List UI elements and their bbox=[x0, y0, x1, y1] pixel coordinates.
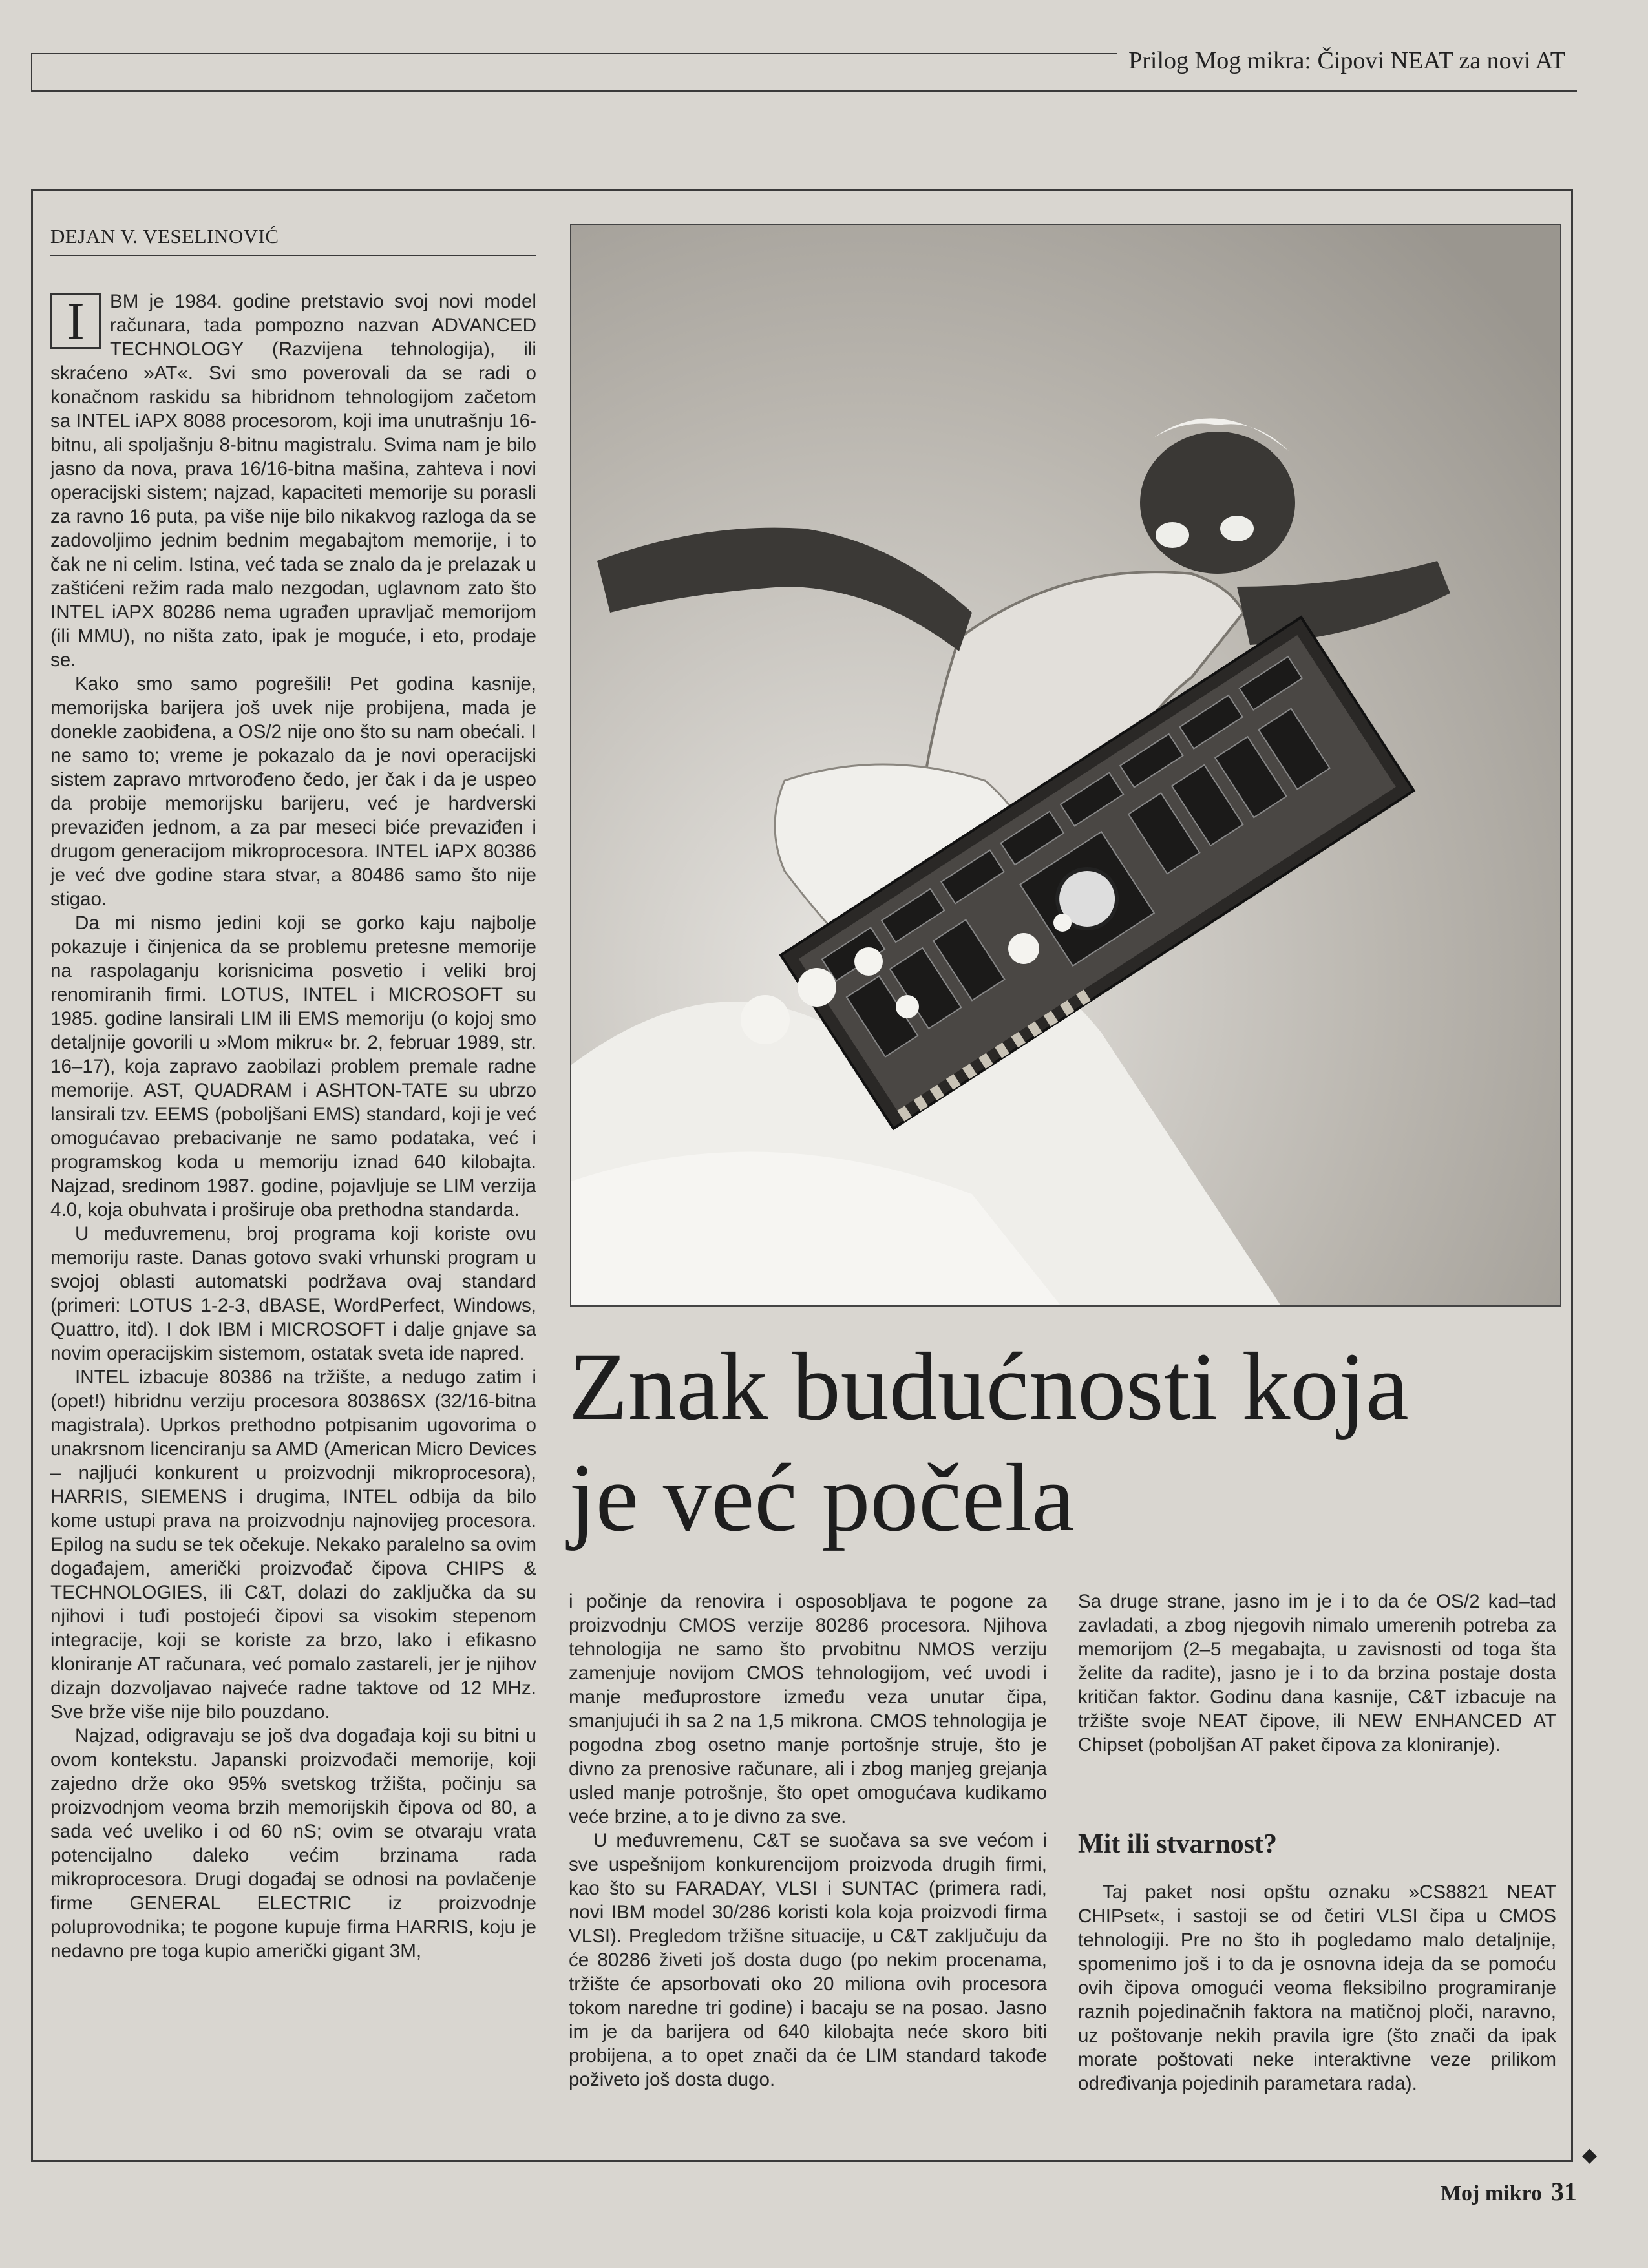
paragraph: Sa druge strane, jasno im je i to da će OS/2 kad–tad zavladati, a zbog njegovih nimalo umerenih potreba za memorijom (2–5 megabajta, u zavisnosti od toga šta želite da radite), jasno je i to da brzina postaje dosta kritičan faktor. Godinu dana kasnije, C&T izbacuje na tržište svoje NEAT čipove, ili NEW ENHANCED AT Chipset (poboljšan AT paket čipova za kloniranje). bbox=[1078, 1591, 1556, 1756]
page-number: 31 bbox=[1551, 2177, 1577, 2206]
end-of-article-marker: ◆ bbox=[1582, 2145, 1598, 2166]
paragraph: Najzad, odigravaju se još dva događaja koji su bitni u ovom kontekstu. Japanski proizvođači memorije, koji zajedno drže oko 95% svetskog tržišta, počinju sa proizvodnjom veoma brzih memorijskih čipova od 80, a sada već uveliko i od 60 nS; ovim se otvaraju vrata potencijalno daleko većim brzinama rada mikroprocesora. Drugi događaj se odnosi na povlačenje firme GENERAL ELECTRIC iz proizvodnje poluprovodnika; te pogone kupuje firma HARRIS, koju je nedavno pre toga kupio američki gigant 3M, bbox=[50, 1725, 536, 1962]
page-footer bbox=[1441, 2176, 1577, 2207]
headline-line-2: je već počela bbox=[569, 1444, 1075, 1551]
paragraph: INTEL izbacuje 80386 na tržište, a nedugo zatim i (opet!) hibridnu verziju procesora 80386SX (32/16-bitna magistrala). Uprkos prethodno potpisanim ugovorima o unakrsnom licenciranju sa AMD (American Micro Devices – najljući konkurent u proizvodnji mikroprocesora), HARRIS, SIEMENS i drugima, INTEL odbija da bilo kome ustupi prava na proizvodnju najnovijeg procesora. Epilog na sudu se tek očekuje. Nekako paralelno sa ovim događajem, američki proizvođač čipova CHIPS & TECHNOLOGIES, ili C&T, dolazi do zaključka da su njihovi i tuđi postojeći čipovi sa visokim stepenom integracije, koji se koriste za brzo, lako i efikasno kloniranje AT računara, već pomalo zastareli, jer je njihov dizajn dozvoljavao najveće radne taktove od 12 MHz. Sve brže više nije bilo pouzdano. bbox=[50, 1367, 536, 1723]
drop-cap: I bbox=[50, 293, 101, 349]
column-1 bbox=[50, 289, 536, 2150]
paragraph: U međuvremenu, broj programa koji koriste ovu memoriju raste. Danas gotovo svaki vrhunski program u svojoj oblasti automatski podržava ovaj standard (primeri: LOTUS 1-2-3, dBASE, WordPerfect, Windows, Quattro, itd). I dok IBM i MICROSOFT i dalje gnjave sa novim operacijskim sistemom, ostatak sveta ide napred. bbox=[50, 1223, 536, 1364]
surfer-circuit-board-photo bbox=[570, 224, 1561, 1307]
headline-line-1: Znak budućnosti koja bbox=[569, 1333, 1409, 1440]
author-byline: DEJAN V. VESELINOVIĆ bbox=[50, 225, 536, 256]
running-header: Prilog Mog mikra: Čipovi NEAT za novi AT bbox=[1117, 47, 1577, 75]
paragraph: I BM je 1984. godine pretstavio svoj novi model računara, tada pompozno nazvan ADVANCED TECHNOLOGY (Razvijena tehnologija), ili skraćeno »AT«. Svi smo poverovali da se radi o konačnom raskidu sa hibridnom tehnologijom začetom sa INTEL iAPX 8088 procesorom, koji ima unutrašnju 16-bitnu, ali spoljašnju 8-bitnu magistralu. Svima nam je bilo jasno da nova, prava 16/16-bitna mašina, zahteva i novi operacijski sistem; najzad, kapaciteti memorije su porasli za ravno 16 puta, pa više nije bilo nikakvog razloga da se zadovoljimo jednim bednim megabajtom memorije, i to čak ne ni celim. Istina, već tada se znalo da je prelazak u zaštićeni režim rada malo nezgodan, uglavnom zato što INTEL iAPX 80286 nema ugrađen upravljač memorijom (ili MMU), no ništa zato, ipak je moguće, i eto, prodaje se. bbox=[50, 291, 536, 671]
column-3-top bbox=[1078, 1590, 1556, 1822]
column-3-bottom bbox=[1078, 1880, 1556, 2139]
paragraph: Kako smo samo pogrešili! Pet godina kasnije, memorijska barijera još uvek nije probijena, mada je donekle zaobiđena, a OS/2 nije ono što su nam obećali. I ne samo to; vreme je pokazalo da je novi operacijski sistem zapravo mrtvorođeno čedo, jer čak i da je uspeo da probije memorijsku barijeru, već je hardverski prevaziđen jednom, a za par meseci biće prevaziđen i drugom generacijom mikroprocesora. INTEL iAPX 80386 je već dve godine stara stvar, a 80486 samo što nije stigao. bbox=[50, 673, 536, 910]
column-2 bbox=[569, 1590, 1047, 2132]
paragraph: Da mi nismo jedini koji se gorko kaju najbolje pokazuje i činjenica da se problemu pretesne memorije na raspolaganju korisnicima posvetio i veliki broj renomiranih firmi. LOTUS, INTEL i MICROSOFT su 1985. godine lansirali LIM ili EMS memoriju (o kojoj smo detaljnije govorili u »Mom mikru« br. 2, februar 1989, str. 16–17), koja zapravo zaobilazi problem premale radne memorije. AST, QUADRAM i ASHTON-TATE su ubrzo lansirali tzv. EEMS (poboljšani EMS) standard, koji je već omogućavao prebacivanje ne samo podataka, već i programskog koda u memoriju iznad 640 kilobajta. Najzad, sredinom 1987. godine, pojavljuje se LIM verzija 4.0, koja obuhvata i proširuje oba prethodna standarda. bbox=[50, 912, 536, 1221]
article-headline bbox=[569, 1331, 1564, 1553]
photo-illustration bbox=[571, 225, 1561, 1307]
subheading: Mit ili stvarnost? bbox=[1078, 1829, 1277, 1859]
paragraph: Taj paket nosi opštu oznaku »CS8821 NEAT CHIPset«, i sastoji se od četiri VLSI čipa u CMOS tehnologiji. Pre no što ih pogledamo malo detaljnije, spomenimo još i to da je osnovna ideja da se pomoću ovih čipova omogući veoma fleksibilno programiranje raznih pojedinačnih faktora na matičnoj ploči, naravno, uz poštovanje nekih pravila igre (što znači da ipak morate poštovati neke interaktivne veze prilikom određivanja pojedinih parametara rada). bbox=[1078, 1882, 1556, 2094]
paragraph: i počinje da renovira i osposobljava te pogone za proizvodnju CMOS verzije 80286 procesora. Njihova tehnologija ne samo što prvobitnu NMOS verziju zamenjuje novijom CMOS tehnologijom, već uvodi i manje međuprostore između veza unutar čipa, smanjujući ih sa 2 na 1,5 mikrona. CMOS tehnologija je pogodna zbog osetno manje portošnje struje, što je divno za prenosive računare, ali i zbog manjeg grejanja usled manje potrošnje, što opet omogućava kudikamo veće brzine, a to je divno za sve. bbox=[569, 1591, 1047, 1827]
magazine-name: Moj mikro bbox=[1440, 2181, 1542, 2205]
paragraph: U međuvremenu, C&T se suočava sa sve većom i sve uspešnijom konkurencijom proizvoda drugih firmi, kao što su FARADAY, VLSI i SUNTAC (primera radi, novi IBM model 30/286 koristi kola koja proizvodi firma VLSI). Pregledom tržišne situacije, u C&T zaključuju da će 80286 živeti još dosta dugo (po nekim procenama, tržište će apsorbovati oko 20 miliona ovih procesora tokom naredne tri godine) i bacaju se na posao. Jasno im je da barijera od 640 kilobajta neće skoro biti probijena, a to opet znači da će LIM standard takođe poživeto još dosta dugo. bbox=[569, 1830, 1047, 2090]
